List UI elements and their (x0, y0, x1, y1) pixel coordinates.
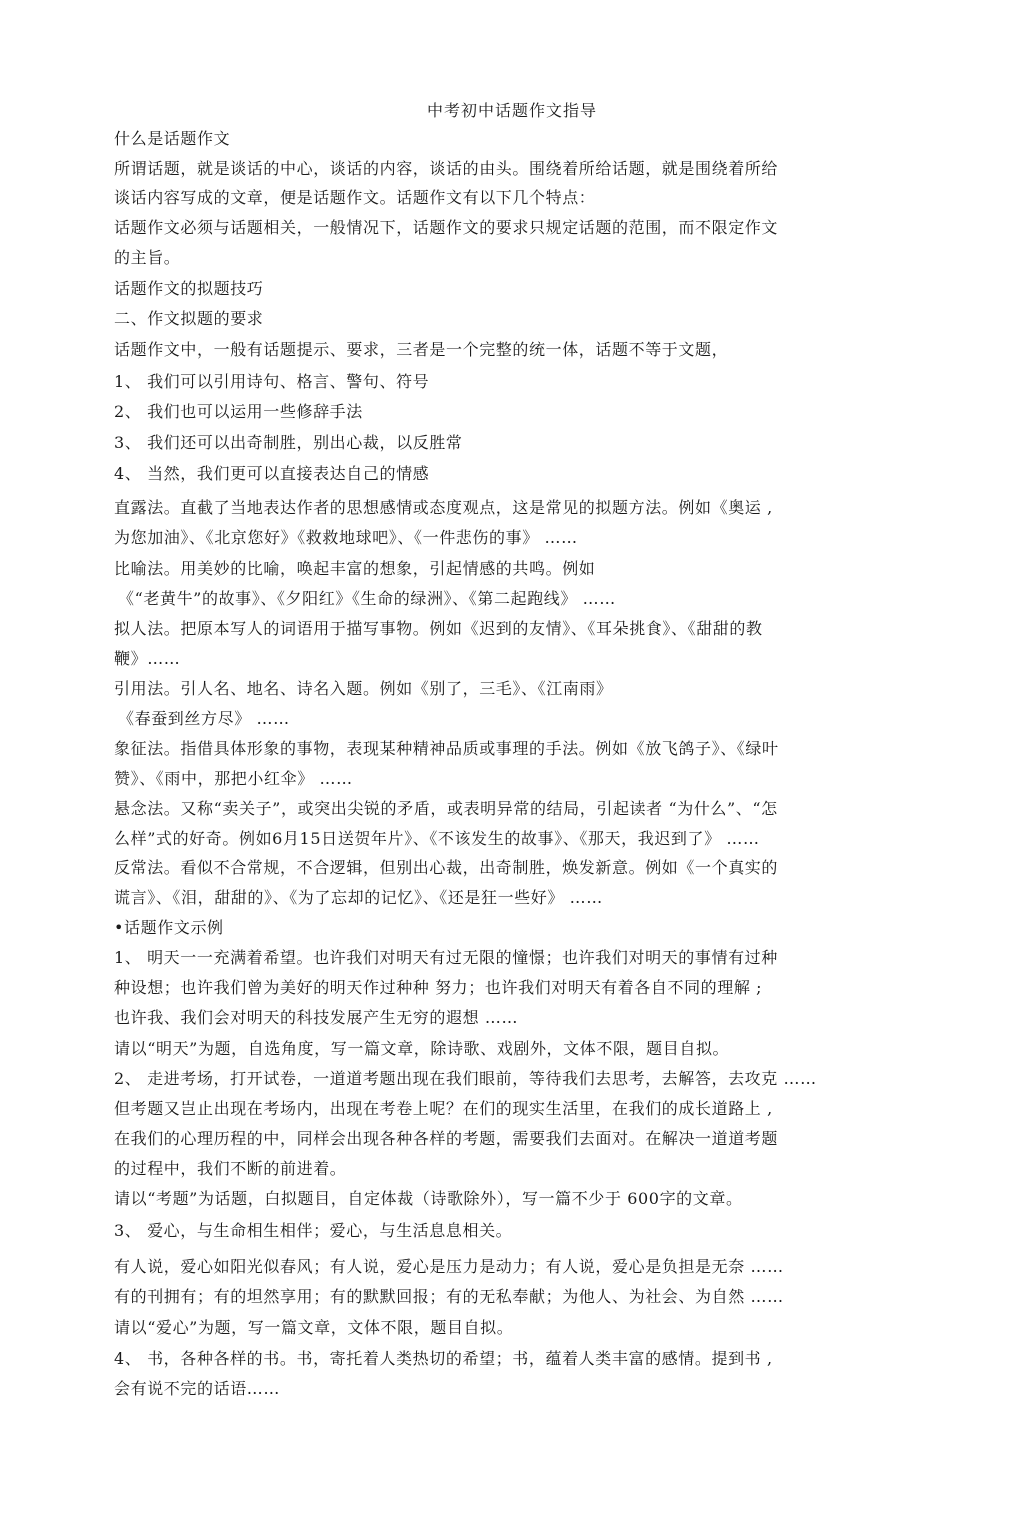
list-item: 2、 我们也可以运用一些修辞手法 (114, 402, 363, 421)
paragraph-line: 象征法。指借具体形象的事物，表现某种精神品质或事理的手法。例如《放飞鸽子》、《绿叶 (114, 739, 779, 758)
section-heading: 话题作文的拟题技巧 (114, 279, 264, 298)
paragraph-line: 请以“爱心”为题，写一篇文章，文体不限，题目自拟。 (114, 1318, 514, 1337)
paragraph-line: 2、 走进考场，打开试卷，一道道考题出现在我们眼前，等待我们去思考，去解答，去攻克 …… (114, 1069, 817, 1088)
paragraph-line: 反常法。看似不合常规，不合逻辑，但别出心裁，出奇制胜，焕发新意。例如《一个真实的 (114, 858, 779, 877)
section-heading: 二、作文拟题的要求 (114, 309, 264, 328)
list-item: 1、 我们可以引用诗句、格言、警句、符号 (114, 372, 430, 391)
list-item: 3、 我们还可以出奇制胜，别出心裁，以反胜常 (114, 433, 463, 452)
paragraph-line: 在我们的心理历程的中，同样会出现各种各样的考题，需要我们去面对。在解决一道道考题 (114, 1129, 779, 1148)
paragraph-line: 谎言》、《泪，甜甜的》、《为了忘却的记忆》、《还是狂一些好》 …… (114, 888, 603, 907)
paragraph-line: 直露法。直截了当地表达作者的思想感情或态度观点，这是常见的拟题方法。例如《奥运 , (114, 498, 773, 517)
paragraph-line: 鞭》…… (114, 649, 181, 668)
paragraph-line: 1、 明天一一充满着希望。也许我们对明天有过无限的憧憬；也许我们对明天的事情有过种 (114, 948, 778, 967)
paragraph-line: 3、 爱心，与生命相生相伴；爱心，与生活息息相关。 (114, 1221, 513, 1240)
paragraph-line: 有的刊拥有；有的坦然享用；有的默默回报；有的无私奉献；为他人、为社会、为自然 …… (114, 1287, 784, 1306)
paragraph-line: 有人说，爱心如阳光似春风；有人说，爱心是压力是动力；有人说，爱心是负担是无奈 …… (114, 1257, 784, 1276)
paragraph-line: 悬念法。又称“卖关子”，或突出尖锐的矛盾，或表明异常的结局，引起读者 “为什么”、“怎 (114, 799, 778, 818)
section-heading: 什么是话题作文 (114, 129, 231, 148)
paragraph-line: 所谓话题，就是谈话的中心，谈话的内容，谈话的由头。围绕着所给话题，就是围绕着所给 (114, 159, 779, 178)
document-title: 中考初中话题作文指导 (426, 101, 597, 120)
paragraph-line: 的过程中，我们不断的前进着。 (114, 1159, 347, 1178)
paragraph-line: 《春蚕到丝方尽》 …… (118, 709, 290, 728)
paragraph-line: 种设想；也许我们曾为美好的明天作过种种 努力；也许我们对明天有着各自不同的理解 ; (114, 978, 763, 997)
section-heading: •话题作文示例 (114, 918, 224, 937)
paragraph-line: 《“老黄牛”的故事》、《夕阳红》《生命的绿洲》、《第二起跑线》 …… (118, 589, 616, 608)
paragraph-line: 拟人法。把原本写人的词语用于描写事物。例如《迟到的友情》、《耳朵挑食》、《甜甜的教 (114, 619, 763, 638)
paragraph-line: 4、 书，各种各样的书。书，寄托着人类热切的希望；书，蕴着人类丰富的感情。提到书 , (114, 1349, 773, 1368)
paragraph-line: 但考题又岂止出现在考场内，出现在考卷上呢？在们的现实生活里，在我们的成长道路上 , (114, 1099, 773, 1118)
paragraph-line: 也许我、我们会对明天的科技发展产生无穷的遐想 …… (114, 1008, 519, 1027)
paragraph-line: 的主旨。 (114, 248, 181, 267)
paragraph-line: 请以“考题”为话题，白拟题目，自定体裁（诗歌除外），写一篇不少于 600字的文章。 (114, 1189, 743, 1208)
paragraph-line: 谈话内容写成的文章，便是话题作文。话题作文有以下几个特点： (114, 188, 596, 207)
paragraph-line: 话题作文中，一般有话题提示、要求，三者是一个完整的统一体，话题不等于文题， (114, 340, 729, 359)
paragraph-line: 赞》、《雨中，那把小红伞》 …… (114, 769, 353, 788)
paragraph-line: 话题作文必须与话题相关，一般情况下，话题作文的要求只规定话题的范围，而不限定作文 (114, 218, 779, 237)
paragraph-line: 么样”式的好奇。例如6月15日送贺年片》、《不该发生的故事》、《那天，我迟到了》 …… (114, 829, 760, 848)
paragraph-line: 比喻法。用美妙的比喻，唤起丰富的想象，引起情感的共鸣。例如 (114, 559, 596, 578)
list-item: 4、 当然，我们更可以直接表达自己的情感 (114, 464, 430, 483)
paragraph-line: 为您加油》、《北京您好》《救救地球吧》、《一件悲伤的事》 …… (114, 528, 578, 547)
paragraph-line: 请以“明天”为题，自选角度，写一篇文章，除诗歌、戏剧外，文体不限，题目自拟。 (114, 1039, 730, 1058)
paragraph-line: 会有说不完的话语…… (114, 1379, 281, 1398)
paragraph-line: 引用法。引人名、地名、诗名入题。例如《别了，三毛》、《江南雨》 (114, 679, 613, 698)
